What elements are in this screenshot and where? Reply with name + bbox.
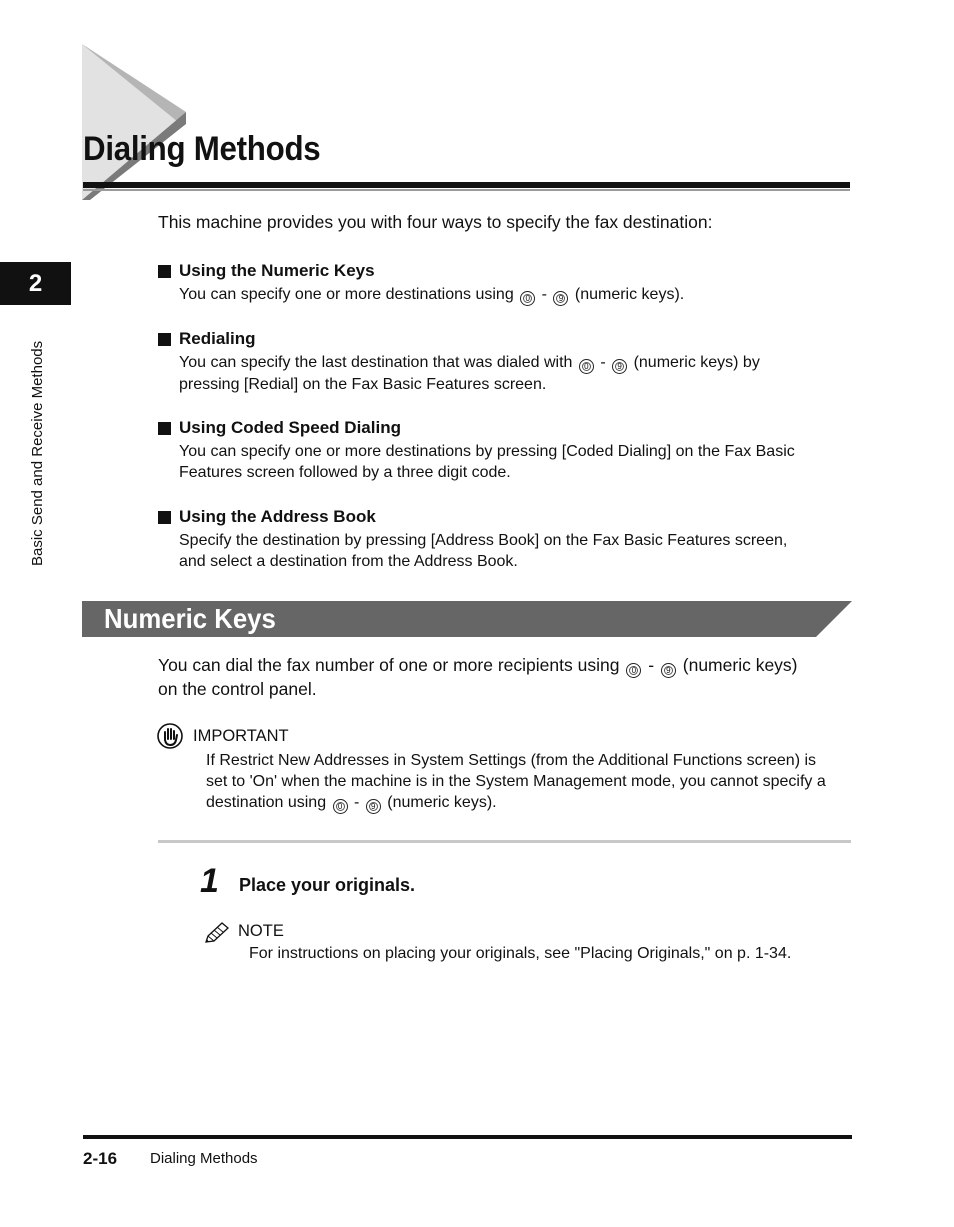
hand-stop-icon bbox=[157, 723, 185, 749]
key-9-icon: 9 bbox=[366, 799, 381, 814]
title-rule bbox=[83, 182, 850, 188]
key-0-icon: 0 bbox=[333, 799, 348, 814]
method-numeric-keys bbox=[158, 261, 375, 281]
method-desc-text: Features screen followed by a three digit code. bbox=[179, 464, 511, 481]
method-desc-text: You can specify one or more destinations using bbox=[179, 286, 514, 303]
method-desc-text: pressing [Redial] on the Fax Basic Features screen. bbox=[179, 376, 547, 393]
important-line: destination using bbox=[206, 794, 327, 811]
footer-rule bbox=[83, 1135, 852, 1139]
method-heading bbox=[158, 329, 256, 349]
chapter-tab: 2 bbox=[0, 262, 71, 305]
method-desc-text: (numeric keys) by bbox=[633, 354, 760, 371]
method-desc-text: (numeric keys). bbox=[574, 286, 685, 303]
section-divider bbox=[158, 840, 851, 843]
dash-text: - bbox=[354, 794, 360, 811]
chapter-side-label: Basic Send and Receive Methods bbox=[29, 340, 46, 566]
method-desc-text: You can specify the last destination that was dialed with bbox=[179, 354, 573, 371]
method-description bbox=[179, 530, 787, 572]
method-heading bbox=[158, 261, 375, 281]
method-heading-text: Using the Address Book bbox=[179, 507, 376, 526]
footer-title: Dialing Methods bbox=[150, 1150, 258, 1167]
paragraph-text: on the control panel. bbox=[158, 679, 317, 699]
square-bullet-icon bbox=[158, 422, 171, 435]
step-number: 1 bbox=[200, 862, 219, 900]
key-0-icon: 0 bbox=[520, 291, 535, 306]
dash-text: - bbox=[648, 655, 655, 675]
key-0-icon: 0 bbox=[626, 663, 641, 678]
page-title: Dialing Methods bbox=[83, 130, 321, 168]
key-9-icon: 9 bbox=[661, 663, 676, 678]
method-heading bbox=[158, 418, 401, 438]
page-number: 2-16 bbox=[83, 1149, 118, 1168]
paragraph-text: You can dial the fax number of one or more recipients using bbox=[158, 655, 620, 675]
method-heading bbox=[158, 507, 376, 527]
method-heading-text: Using the Numeric Keys bbox=[179, 261, 375, 280]
method-description bbox=[179, 441, 795, 483]
chapter-corner-graphic bbox=[82, 44, 192, 200]
method-description bbox=[179, 352, 760, 395]
method-desc-text: Specify the destination by pressing [Address Book] on the Fax Basic Features screen, bbox=[179, 532, 788, 549]
dash-text: - bbox=[541, 286, 547, 303]
note-text: For instructions on placing your originals, see "Placing Originals," on p. 1-34. bbox=[249, 945, 792, 962]
method-desc-text: and select a destination from the Address Book. bbox=[179, 553, 518, 570]
important-line: set to 'On' when the machine is in the System Management mode, you cannot specify a bbox=[206, 773, 826, 790]
square-bullet-icon bbox=[158, 333, 171, 346]
square-bullet-icon bbox=[158, 265, 171, 278]
section-paragraph bbox=[158, 654, 858, 700]
paragraph-text: (numeric keys) bbox=[682, 655, 798, 675]
pencil-icon bbox=[203, 921, 231, 945]
important-line: (numeric keys). bbox=[387, 794, 497, 811]
key-0-icon: 0 bbox=[579, 359, 594, 374]
method-heading-text: Redialing bbox=[179, 329, 256, 348]
method-desc-text: You can specify one or more destinations by pressing [Coded Dialing] on the Fax Basic bbox=[179, 443, 795, 460]
method-heading-text: Using Coded Speed Dialing bbox=[179, 418, 401, 437]
dash-text: - bbox=[600, 354, 606, 371]
title-rule-shadow bbox=[83, 189, 850, 191]
method-description bbox=[179, 284, 684, 306]
square-bullet-icon bbox=[158, 511, 171, 524]
important-line: If Restrict New Addresses in System Settings (from the Additional Functions screen) is bbox=[206, 752, 817, 769]
method-address-book bbox=[158, 507, 376, 527]
important-label: IMPORTANT bbox=[193, 727, 289, 745]
section-title: Numeric Keys bbox=[104, 603, 276, 634]
key-9-icon: 9 bbox=[612, 359, 627, 374]
step-text: Place your originals. bbox=[239, 875, 416, 895]
important-text bbox=[206, 750, 856, 814]
note-label: NOTE bbox=[238, 922, 284, 940]
method-redialing bbox=[158, 329, 256, 349]
method-coded-speed-dialing bbox=[158, 418, 401, 438]
intro-text: This machine provides you with four ways to specify the fax destination: bbox=[158, 212, 713, 232]
key-9-icon: 9 bbox=[553, 291, 568, 306]
